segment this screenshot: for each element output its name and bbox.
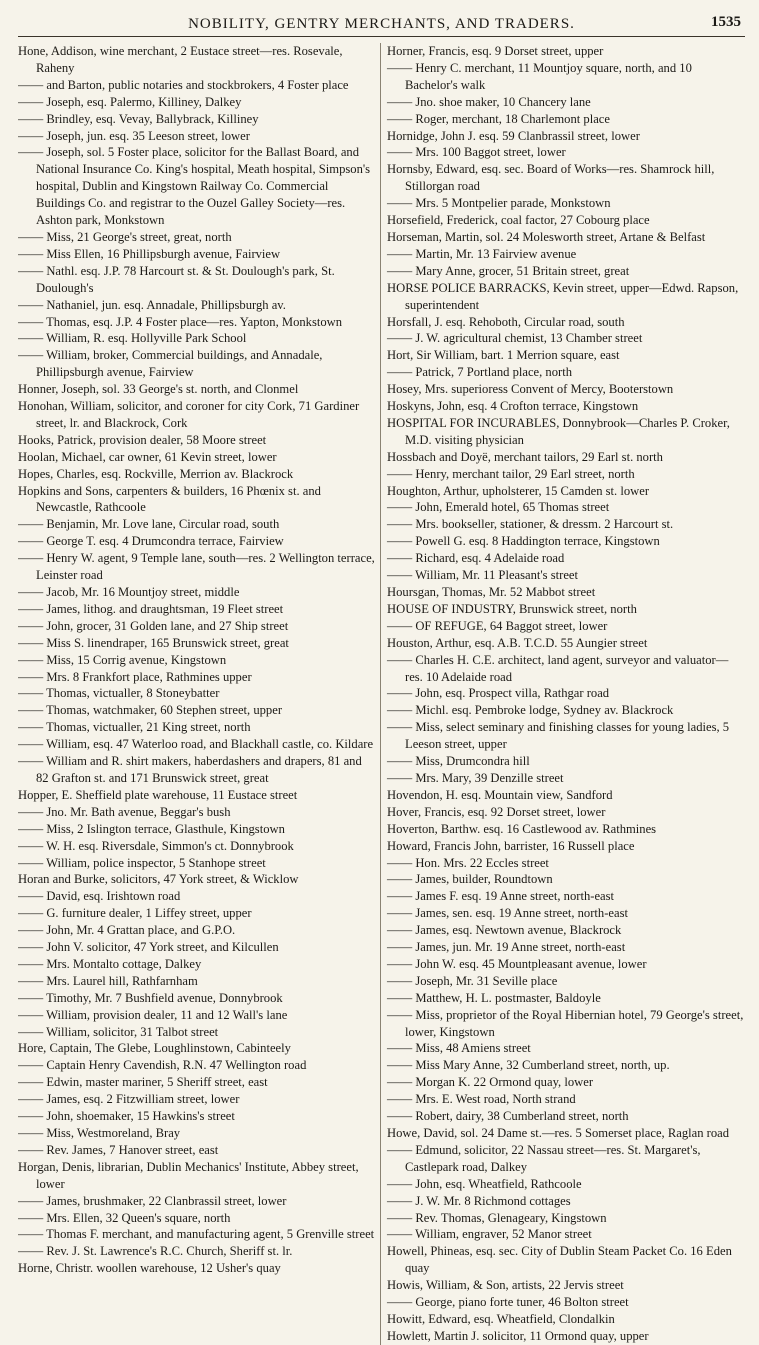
directory-entry: —— Joseph, sol. 5 Foster place, solicitor for the Ballast Board, and National Insurance Co. King's hospital, Meath hospital, Simpson's hospital, Dublin and Kingstown Railway Co. Commercial Buildings Co. and registrar to the Ouzel Galley Society—res. Ashton park, Monkstown xyxy=(18,145,371,228)
directory-entry: —— Martin, Mr. 13 Fairview avenue xyxy=(387,246,577,261)
directory-entry: —— Mrs. E. West road, North strand xyxy=(387,1092,576,1107)
directory-entry: Hopper, E. Sheffield plate warehouse, 11 Eustace street xyxy=(18,787,298,802)
directory-entry: —— Miss, Westmoreland, Bray xyxy=(18,1126,181,1140)
directory-entry: —— Miss Mary Anne, 32 Cumberland street, north, up. xyxy=(387,1058,670,1073)
directory-entry: Hoolan, Michael, car owner, 61 Kevin street, lower xyxy=(18,449,277,464)
directory-entry: —— J. W. agricultural chemist, 13 Chamber street xyxy=(387,331,643,346)
directory-entry: —— Powell G. esq. 8 Haddington terrace, Kingstown xyxy=(387,534,660,549)
page-title: NOBILITY, GENTRY MERCHANTS, AND TRADERS. xyxy=(188,16,575,32)
directory-entry: —— John, grocer, 31 Golden lane, and 27 Ship street xyxy=(18,618,289,633)
directory-entry: —— Miss, 2 Islington terrace, Glasthule, Kingstown xyxy=(18,821,285,836)
directory-entry: HOUSE OF INDUSTRY, Brunswick street, north xyxy=(387,601,637,616)
directory-entry: —— John W. esq. 45 Mountpleasant avenue, lower xyxy=(387,956,647,971)
directory-entry: Horne, Christr. woollen warehouse, 12 Usher's quay xyxy=(18,1261,281,1276)
directory-entry: —— Joseph, Mr. 31 Seville place xyxy=(387,973,558,988)
directory-entry: Howitt, Edward, esq. Wheatfield, Clondalkin xyxy=(387,1311,615,1326)
directory-entry: —— Miss, 15 Corrig avenue, Kingstown xyxy=(18,652,227,667)
directory-entry: Honohan, William, solicitor, and coroner for city Cork, 71 Gardiner street, lr. and Blackrock, Cork xyxy=(18,399,360,430)
directory-entry: —— Thomas, victualler, 8 Stoneybatter xyxy=(18,686,220,701)
directory-entry: —— John, Emerald hotel, 65 Thomas street xyxy=(387,500,610,515)
directory-entry: Hone, Addison, wine merchant, 2 Eustace street—res. Rosevale, Raheny xyxy=(18,44,343,75)
directory-entry: Howe, David, sol. 24 Dame st.—res. 5 Somerset place, Raglan road xyxy=(387,1126,730,1140)
left-column xyxy=(18,43,380,1345)
directory-entry: —— Rev. J. St. Lawrence's R.C. Church, Sheriff st. lr. xyxy=(18,1244,293,1259)
directory-entry: Hornidge, John J. esq. 59 Clanbrassil street, lower xyxy=(387,128,640,143)
directory-entry: —— Henry C. merchant, 11 Mountjoy square, north, and 10 Bachelor's walk xyxy=(387,60,692,92)
directory-entry: —— John, esq. Prospect villa, Rathgar road xyxy=(387,686,610,701)
directory-entry: —— William and R. shirt makers, haberdashers and drapers, 81 and 82 Grafton st. and 171 Brunswick street, great xyxy=(18,754,362,785)
directory-entry: —— William, provision dealer, 11 and 12 Wall's lane xyxy=(18,1007,288,1022)
directory-columns xyxy=(18,43,745,1345)
page-header xyxy=(18,10,745,37)
directory-entry: —— Michl. esq. Pembroke lodge, Sydney av. Blackrock xyxy=(387,703,674,718)
directory-entry: —— G. furniture dealer, 1 Liffey street, upper xyxy=(18,906,252,921)
directory-entry: —— Nathl. esq. J.P. 78 Harcourt st. & St. Doulough's park, St. Doulough's xyxy=(18,263,335,295)
directory-entry: Hoursgan, Thomas, Mr. 52 Mabbot street xyxy=(387,585,596,599)
directory-entry: —— Brindley, esq. Vevay, Ballybrack, Killiney xyxy=(18,111,259,126)
directory-entry: —— Mrs. 8 Frankfort place, Rathmines upper xyxy=(18,669,252,684)
directory-entry: —— Mrs. 5 Montpelier parade, Monkstown xyxy=(387,196,611,211)
directory-entry: —— Joseph, esq. Palermo, Killiney, Dalkey xyxy=(18,94,242,109)
directory-entry: —— Hon. Mrs. 22 Eccles street xyxy=(387,855,549,870)
directory-entry: —— Edwin, master mariner, 5 Sheriff street, east xyxy=(18,1075,268,1090)
directory-entry: Horner, Francis, esq. 9 Dorset street, upper xyxy=(387,44,604,58)
directory-entry: —— George T. esq. 4 Drumcondra terrace, Fairview xyxy=(18,534,284,549)
directory-entry: —— James, brushmaker, 22 Clanbrassil street, lower xyxy=(18,1193,287,1208)
directory-entry: —— James F. esq. 19 Anne street, north-east xyxy=(387,889,615,904)
directory-entry: —— Charles H. C.E. architect, land agent, surveyor and valuator—res. 10 Adelaide road xyxy=(387,652,729,684)
directory-entry: —— Mrs. Mary, 39 Denzille street xyxy=(387,770,564,785)
right-column xyxy=(380,43,745,1345)
directory-entry: —— Morgan K. 22 Ormond quay, lower xyxy=(387,1075,594,1090)
directory-entry: —— Timothy, Mr. 7 Bushfield avenue, Donnybrook xyxy=(18,990,283,1005)
directory-entry: —— J. W. Mr. 8 Richmond cottages xyxy=(387,1193,571,1208)
directory-entry: —— OF REFUGE, 64 Baggot street, lower xyxy=(387,618,608,633)
directory-entry: Hovendon, H. esq. Mountain view, Sandford xyxy=(387,787,613,802)
directory-entry: —— Mrs. 100 Baggot street, lower xyxy=(387,145,566,160)
directory-entry: —— Jno. shoe maker, 10 Chancery lane xyxy=(387,94,591,109)
directory-entry: —— Robert, dairy, 38 Cumberland street, north xyxy=(387,1109,629,1124)
directory-entry: Hopes, Charles, esq. Rockville, Merrion av. Blackrock xyxy=(18,466,294,481)
directory-entry: —— Benjamin, Mr. Love lane, Circular road, south xyxy=(18,517,280,532)
directory-entry: Hort, Sir William, bart. 1 Merrion square, east xyxy=(387,348,620,363)
directory-entry: —— Miss, 48 Amiens street xyxy=(387,1041,531,1056)
directory-entry: Houghton, Arthur, upholsterer, 15 Camden st. lower xyxy=(387,483,650,498)
directory-entry: Hoverton, Barthw. esq. 16 Castlewood av. Rathmines xyxy=(387,821,657,836)
directory-entry: —— Edmund, solicitor, 22 Nassau street—res. St. Margaret's, Castlepark road, Dalkey xyxy=(387,1142,701,1174)
directory-entry: Hopkins and Sons, carpenters & builders, 16 Phœnix st. and Newcastle, Rathcoole xyxy=(18,483,321,515)
directory-entry: Howell, Phineas, esq. sec. City of Dublin Steam Packet Co. 16 Eden quay xyxy=(387,1244,732,1276)
directory-entry: Hornsby, Edward, esq. sec. Board of Works—res. Shamrock hill, Stillorgan road xyxy=(387,162,715,194)
directory-entry: —— Miss, 21 George's street, great, north xyxy=(18,229,232,244)
directory-entry: —— W. H. esq. Riversdale, Simmon's ct. Donnybrook xyxy=(18,838,294,853)
directory-entry: —— Mrs. Ellen, 32 Queen's square, north xyxy=(18,1210,231,1225)
directory-entry: —— David, esq. Irishtown road xyxy=(18,889,181,904)
directory-entry: —— Mrs. Laurel hill, Rathfarnham xyxy=(18,973,198,988)
directory-entry: —— Miss, select seminary and finishing classes for young ladies, 5 Leeson street, upper xyxy=(387,720,730,752)
directory-entry: Howlett, Martin J. solicitor, 11 Ormond quay, upper xyxy=(387,1328,649,1343)
directory-entry: Horsefield, Frederick, coal factor, 27 Cobourg place xyxy=(387,213,650,228)
directory-entry: Houston, Arthur, esq. A.B. T.C.D. 55 Aungier street xyxy=(387,635,648,650)
directory-entry: —— William, police inspector, 5 Stanhope street xyxy=(18,855,266,870)
directory-entry: —— John V. solicitor, 47 York street, and Kilcullen xyxy=(18,940,279,955)
directory-entry: Horseman, Martin, sol. 24 Molesworth street, Artane & Belfast xyxy=(387,229,706,244)
directory-entry: —— and Barton, public notaries and stockbrokers, 4 Foster place xyxy=(18,77,349,92)
directory-entry: —— Nathaniel, jun. esq. Annadale, Phillipsburgh av. xyxy=(18,297,286,312)
directory-entry: —— William, R. esq. Hollyville Park School xyxy=(18,331,247,346)
directory-entry: Hoskyns, John, esq. 4 Crofton terrace, Kingstown xyxy=(387,399,639,414)
directory-entry: —— James, jun. Mr. 19 Anne street, north-east xyxy=(387,940,626,955)
directory-entry: —— William, solicitor, 31 Talbot street xyxy=(18,1024,219,1039)
directory-entry: Horsfall, J. esq. Rehoboth, Circular road, south xyxy=(387,314,625,329)
directory-entry: HORSE POLICE BARRACKS, Kevin street, upper—Edwd. Rapson, superintendent xyxy=(387,280,739,312)
directory-entry: —— Rev. James, 7 Hanover street, east xyxy=(18,1142,219,1157)
directory-entry: —— Mrs. bookseller, stationer, & dressm. 2 Harcourt st. xyxy=(387,517,674,532)
directory-entry: —— James, esq. 2 Fitzwilliam street, lower xyxy=(18,1092,240,1107)
directory-entry: —— George, piano forte tuner, 46 Bolton street xyxy=(387,1295,629,1310)
directory-entry: —— James, esq. Newtown avenue, Blackrock xyxy=(387,923,622,938)
directory-entry: —— Henry W. agent, 9 Temple lane, south—res. 2 Wellington terrace, Leinster road xyxy=(18,551,375,583)
directory-entry: —— Mrs. Montalto cottage, Dalkey xyxy=(18,956,202,971)
directory-entry: —— Jno. Mr. Bath avenue, Beggar's bush xyxy=(18,804,231,819)
directory-entry: —— Richard, esq. 4 Adelaide road xyxy=(387,551,565,566)
directory-entry: —— John, Mr. 4 Grattan place, and G.P.O. xyxy=(18,923,236,938)
directory-entry: —— Thomas, watchmaker, 60 Stephen street, upper xyxy=(18,703,283,718)
directory-entry: —— Henry, merchant tailor, 29 Earl street, north xyxy=(387,466,635,481)
directory-entry: —— Miss, Drumcondra hill xyxy=(387,754,530,769)
directory-entry: Hover, Francis, esq. 92 Dorset street, lower xyxy=(387,804,606,819)
directory-entry: Hossbach and Doyë, merchant tailors, 29 Earl st. north xyxy=(387,449,663,464)
directory-entry: Howis, William, & Son, artists, 22 Jervis street xyxy=(387,1278,624,1293)
directory-entry: —— William, broker, Commercial buildings, and Annadale, Phillipsburgh avenue, Fairview xyxy=(18,348,323,380)
page-number: 1535 xyxy=(711,14,741,30)
directory-entry: Hosey, Mrs. superioress Convent of Mercy, Booterstown xyxy=(387,382,674,397)
directory-entry: —— Mary Anne, grocer, 51 Britain street, great xyxy=(387,263,630,278)
directory-entry: Honner, Joseph, sol. 33 George's st. north, and Clonmel xyxy=(18,382,299,397)
directory-entry: —— Matthew, H. L. postmaster, Baldoyle xyxy=(387,990,601,1005)
directory-entry: —— William, engraver, 52 Manor street xyxy=(387,1227,592,1242)
directory-entry: —— James, sen. esq. 19 Anne street, north-east xyxy=(387,906,628,921)
directory-entry: —— Rev. Thomas, Glenageary, Kingstown xyxy=(387,1210,607,1225)
directory-entry: —— Miss Ellen, 16 Phillipsburgh avenue, Fairview xyxy=(18,246,281,261)
directory-entry: —— John, shoemaker, 15 Hawkins's street xyxy=(18,1109,235,1124)
directory-entry: Hore, Captain, The Glebe, Loughlinstown, Cabinteely xyxy=(18,1041,291,1056)
directory-entry: —— Thomas F. merchant, and manufacturing agent, 5 Grenville street xyxy=(18,1227,375,1242)
directory-entry: —— Captain Henry Cavendish, R.N. 47 Wellington road xyxy=(18,1058,307,1073)
directory-entry: Horgan, Denis, librarian, Dublin Mechanics' Institute, Abbey street, lower xyxy=(18,1159,359,1191)
directory-entry: Howard, Francis John, barrister, 16 Russell place xyxy=(387,838,635,853)
directory-entry: —— James, lithog. and draughtsman, 19 Fleet street xyxy=(18,601,284,616)
directory-entry: —— William, esq. 47 Waterloo road, and Blackhall castle, co. Kildare xyxy=(18,737,374,752)
directory-entry: —— William, Mr. 11 Pleasant's street xyxy=(387,568,578,583)
directory-entry: —— James, builder, Roundtown xyxy=(387,872,553,887)
directory-entry: —— Miss, proprietor of the Royal Hibernian hotel, 79 George's street, lower, Kingstown xyxy=(387,1007,744,1039)
directory-entry: —— Roger, merchant, 18 Charlemont place xyxy=(387,111,610,126)
directory-entry: Hooks, Patrick, provision dealer, 58 Moore street xyxy=(18,432,267,447)
directory-entry: —— Joseph, jun. esq. 35 Leeson street, lower xyxy=(18,128,250,143)
directory-entry: Horan and Burke, solicitors, 47 York street, & Wicklow xyxy=(18,872,299,887)
directory-entry: —— Miss S. linendraper, 165 Brunswick street, great xyxy=(18,635,289,650)
directory-entry: —— Patrick, 7 Portland place, north xyxy=(387,365,573,380)
directory-entry: —— John, esq. Wheatfield, Rathcoole xyxy=(387,1176,582,1191)
directory-entry: —— Jacob, Mr. 16 Mountjoy street, middle xyxy=(18,585,240,599)
directory-entry: HOSPITAL FOR INCURABLES, Donnybrook—Charles P. Croker, M.D. visiting physician xyxy=(387,415,730,447)
directory-entry: —— Thomas, victualler, 21 King street, north xyxy=(18,720,251,735)
directory-entry: —— Thomas, esq. J.P. 4 Foster place—res. Yapton, Monkstown xyxy=(18,314,343,329)
